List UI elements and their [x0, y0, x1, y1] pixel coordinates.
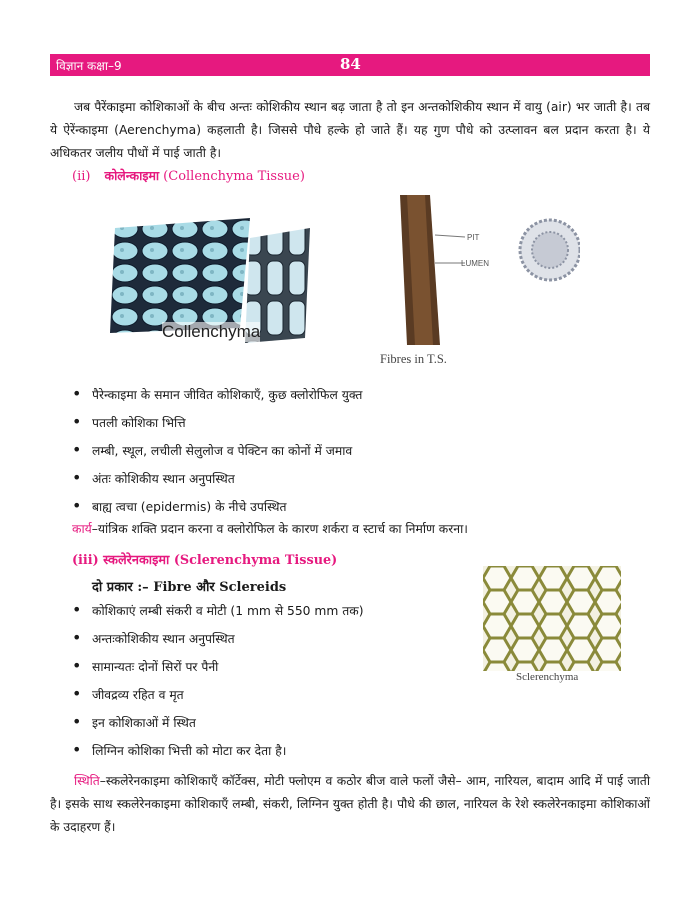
section-number: (ii) [72, 169, 91, 184]
page-number: 84 [340, 55, 361, 73]
sclerenchyma-heading: (iii) स्कलेरेनकाइमा (Sclerenchyma Tissue) [72, 553, 338, 568]
function-text: –यांत्रिक शक्ति प्रदान करना व क्लोरोफिल के कारण शर्करा व स्टार्च का निर्माण करना। [91, 522, 468, 536]
list-item: • अंतः कोशिकीय स्थान अनुपस्थित [72, 468, 662, 496]
list-item: • बाह्य त्वचा (epidermis) के नीचे उपस्थित [72, 496, 662, 524]
list-item: • लिग्निन कोशिका भित्ती को मोटा कर देता है। [72, 740, 662, 768]
collenchyma-figure-label: Collenchyma [162, 322, 261, 341]
sclerenchyma-location-paragraph [50, 770, 650, 839]
sclerenchyma-figure-label: Sclerenchyma [516, 671, 579, 683]
list-item: • लम्बी, स्थूल, लचीली सेलुलोज व पेक्टिन का कोनों में जमाव [72, 440, 662, 468]
list-item: • जीवद्रव्य रहित व मृत [72, 684, 662, 712]
fibres-figure [395, 195, 580, 345]
pit-label: PIT [467, 233, 480, 242]
list-item: • इन कोशिकाओं में स्थित [72, 712, 662, 740]
page-header [50, 54, 650, 76]
header-subject: विज्ञान कक्षा–9 [56, 59, 122, 73]
intro-paragraph: जब पैरेंकाइमा कोशिकाओं के बीच अन्तः कोशिकीय स्थान बढ़ जाता है तो इन अन्तकोशिकीय स्थान में वायु (air) भर जाती है। तब ये ऐरेंन्काइमा (Aerenchyma) कहलाती है। जिससे पौधे हल्के हो जाते हैं। यह गुण पौधे को उत्प्लावन बल प्रदान करता है। ये अधिकतर जलीय पौधों में पाई जाती है। [50, 100, 650, 160]
location-text: –स्कलेरेनकाइमा कोशिकाएँ कॉर्टेक्स, मोटी फ्लोएम व कठोर बीज वाले फलों जैसे– आम, नारियल, बादाम आदि में पाई जाती है। इसके साथ स्कलेरेनकाइमा कोशिकाएँ लम्बी, संकरी, लिग्निन युक्त होती है। पौधे की छाल, नारियल के रेशे स्कलेरेनकाइमा कोशिकाओं के उदाहरण हैं। [50, 774, 650, 834]
list-item: • अन्तःकोशिकीय स्थान अनुपस्थित [72, 628, 662, 656]
list-item: • पतली कोशिका भित्ति [72, 412, 662, 440]
lumen-label: LUMEN [461, 259, 490, 268]
collenchyma-bullets [72, 384, 662, 524]
list-item: • सामान्यतः दोनों सिरों पर पैनी [72, 656, 662, 684]
location-label: स्थिति [74, 774, 100, 788]
fibres-figure-label: Fibres in T.S. [380, 352, 447, 366]
function-label: कार्य [72, 522, 92, 536]
collenchyma-heading [72, 167, 305, 184]
sclerenchyma-types: दो प्रकार :– Fibre और Sclereids [92, 580, 287, 595]
collenchyma-title-english: (Collenchyma Tissue) [163, 169, 305, 184]
collenchyma-function [72, 520, 468, 537]
collenchyma-title-hindi: कोलेन्काइमा [104, 168, 160, 183]
list-item: • पैरेन्काइमा के समान जीवित कोशिकाएँ, कुछ क्लोरोफिल युक्त [72, 384, 662, 412]
sclerenchyma-bullets [72, 600, 662, 768]
list-item: • कोशिकाएं लम्बी संकरी व मोटी (1 mm से 550 mm तक) [72, 600, 662, 628]
